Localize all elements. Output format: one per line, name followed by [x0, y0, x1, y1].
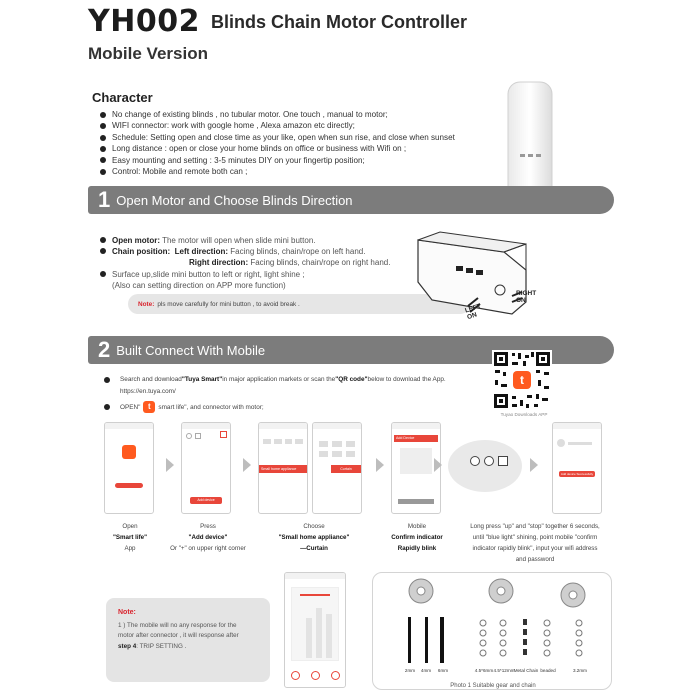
- section1-number: 1: [98, 187, 111, 212]
- section1-note: Note: pls move carefully for mini button , to avoid break .: [128, 294, 470, 314]
- list-item: Schedule: Setting open and close time as your like, open when sun rise, and close when sunset: [100, 132, 490, 143]
- gear-label: 4.5*12mm: [493, 668, 515, 673]
- list-item: Surface up,slide mini button to left or right, light shine ;: [100, 269, 400, 280]
- gear-chain-panel: [372, 572, 612, 690]
- product-subtitle: Mobile Version: [88, 44, 208, 63]
- model-number: YH002: [88, 4, 200, 39]
- tuya-url: https://en.tuya.com/: [120, 388, 176, 395]
- gear-caption: Photo 1 Suitable gear and chain: [450, 683, 536, 689]
- list-item: WIFI connector: work with google home , Alexa amazon etc directly;: [100, 120, 490, 131]
- bullet-icon: [100, 157, 106, 163]
- connection-note: Note: 1 ) The mobile will no any response for the motor after connector , it will response after step 4: TRIP SETTING .: [106, 598, 270, 682]
- qr-tuya-glyph: t: [520, 373, 524, 387]
- bullet-icon: [100, 271, 106, 277]
- right-on-label: RIGHT ON: [516, 290, 537, 304]
- section2-title: Built Connect With Mobile: [116, 342, 266, 358]
- bullet-icon: [104, 377, 110, 383]
- section1-banner: [88, 186, 614, 214]
- gear-chain-illustration: [373, 573, 613, 673]
- bullet-icon: [100, 123, 106, 129]
- phone-screen-add-device: [181, 422, 231, 514]
- arrow-right-icon: [434, 458, 442, 472]
- list-item: Long distance : open or close your home blinds on office or business with Wifi on ;: [100, 143, 490, 154]
- character-list: [100, 109, 490, 177]
- device-button-illustration: [448, 440, 522, 492]
- phone-screen-smart-life: [104, 422, 154, 514]
- tuya-app-icon: t: [143, 401, 155, 413]
- bullet-icon: [100, 169, 106, 175]
- left-on-label: LEFT ON: [464, 302, 482, 322]
- plus-icon: [220, 431, 227, 438]
- phone-screen-appliance: [258, 422, 308, 514]
- step-caption: Open "Smart life" App: [112, 523, 148, 552]
- bullet-icon: [100, 112, 106, 118]
- bullet-icon: [100, 248, 106, 254]
- phone-screen-trip-setting: [284, 572, 346, 688]
- step-caption: Long press "up" and "stop" together 6 seconds, until "blue light" shining, point mobile "confirm indicator rapidly blink", input your wifi address and password: [470, 523, 600, 563]
- gear-label: 6mm: [437, 668, 449, 673]
- gear-label: 2mm: [404, 668, 416, 673]
- step-caption: Choose "Small home appliance" —Curtain: [278, 523, 350, 552]
- qr-code-image: [492, 350, 552, 410]
- phone-screen-success: [552, 422, 602, 514]
- section2-step2: OPEN" t smart life", and connector with motor;: [104, 401, 264, 413]
- gear-label: 4.5*6mm: [474, 668, 494, 673]
- list-item: No change of existing blinds , no tubular motor. One touch , manual to motor;: [100, 109, 490, 120]
- phone-screen-curtain: [312, 422, 362, 514]
- section2-number: 2: [98, 337, 111, 362]
- list-item: Open motor: The motor will open when slide mini button.: [100, 235, 400, 246]
- bullet-icon: [100, 135, 106, 141]
- add-success-button: Add device Successfully: [560, 472, 594, 476]
- bullet-icon: [100, 237, 106, 243]
- section1-title: Open Motor and Choose Blinds Direction: [116, 192, 353, 208]
- list-item: Right direction: Facing blinds, chain/rope on right hand.: [189, 258, 391, 268]
- list-item: Control: Mobile and remote both can ;: [100, 166, 490, 177]
- list-item: Chain position: Left direction: Facing blinds, chain/rope on left hand.: [100, 246, 400, 257]
- add-device-button: Add device: [190, 497, 222, 504]
- arrow-right-icon: [243, 458, 251, 472]
- section2-step1: Search and download "Tuya Smart" in major application markets or scan the "QR code" below to download the App.: [104, 376, 446, 383]
- list-item: (Also can setting direction on APP more function): [112, 280, 286, 290]
- list-item: Easy mounting and setting : 3-5 minutes DIY on your fingertip position;: [100, 155, 490, 166]
- tuya-app-icon: [122, 445, 136, 459]
- product-title: Blinds Chain Motor Controller: [211, 12, 467, 32]
- add-device-header: Add Device: [394, 435, 438, 442]
- arrow-right-icon: [376, 458, 384, 472]
- bullet-icon: [104, 404, 110, 410]
- gear-label: Metal Chain: [513, 668, 539, 673]
- small-home-appliance-label: Small home appliance: [259, 465, 308, 473]
- step-caption: Mobile Confirm indicator Rapidly blink: [391, 523, 443, 552]
- gear-label: 3.2mm: [572, 668, 588, 673]
- section1-list: [100, 235, 400, 291]
- curtain-label: Curtain: [331, 465, 361, 473]
- gear-label: beaded: [540, 668, 556, 673]
- qr-caption: Tuyao Downloads APP: [500, 412, 548, 417]
- bullet-icon: [100, 146, 106, 152]
- gear-label: 4mm: [420, 668, 432, 673]
- arrow-right-icon: [166, 458, 174, 472]
- character-heading: Character: [92, 90, 153, 105]
- arrow-right-icon: [530, 458, 538, 472]
- step-caption: Press "Add device" Or "+" on upper right corner: [170, 523, 246, 552]
